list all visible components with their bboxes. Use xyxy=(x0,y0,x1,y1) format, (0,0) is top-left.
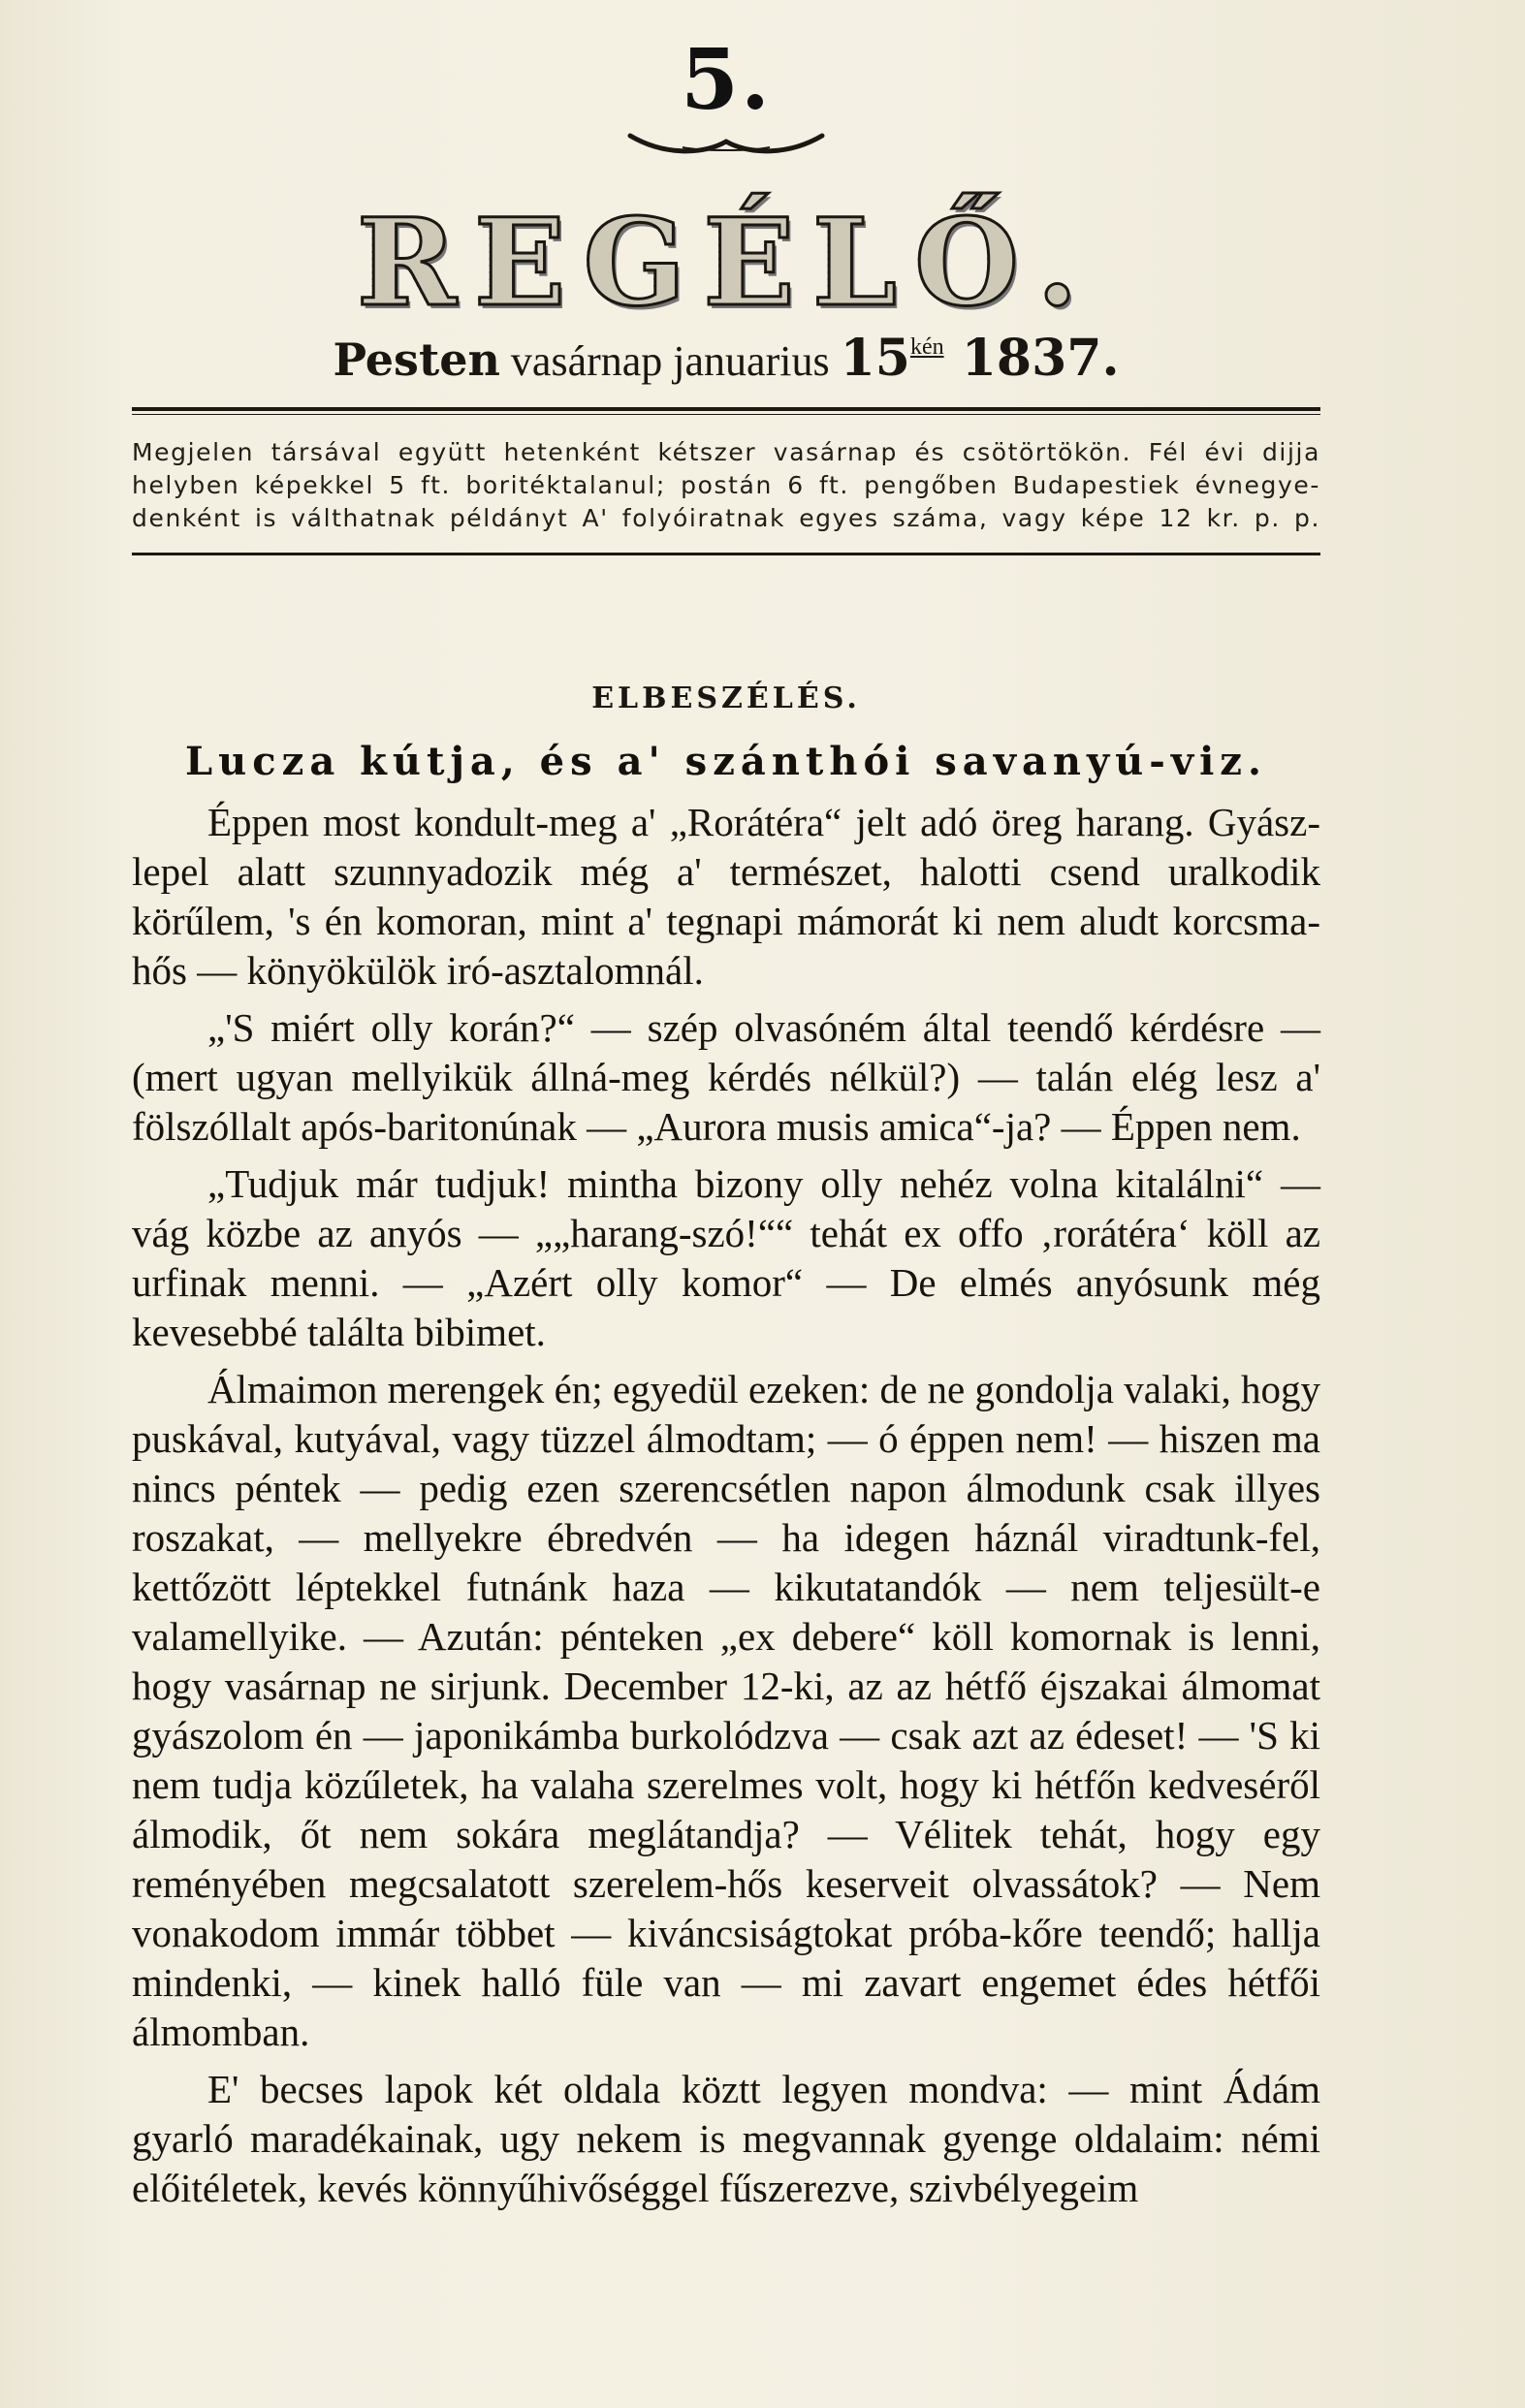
paragraph: „Tudjuk már tudjuk! mintha bizony olly nehéz volna kitalálni“ — vág közbe az anyós — „„harang-szó!““ tehát ex offo ‚rorátéra‘ köll az urfinak menni. — „Azért olly komor“ — De elmés anyósunk még kevesebbé találta bibimet. xyxy=(132,1161,1320,1354)
dateline-weekday-month: vasárnap januarius xyxy=(499,337,841,385)
dateline-day-suffix: kén xyxy=(909,334,944,360)
notice-line: Megjelen társával együtt hetenként kétszer vasárnap és csötörtökön. Fél évi dijja xyxy=(132,438,1320,466)
top-rule xyxy=(132,407,1320,411)
story-title: Lucza kútja, és a' szánthói savanyú-viz. xyxy=(185,739,1267,784)
dateline-city: Pesten xyxy=(333,333,500,386)
bottom-rule xyxy=(132,553,1320,555)
masthead-title: REGÉLŐ. xyxy=(356,193,1096,333)
dateline-day xyxy=(841,329,944,388)
paragraph: Álmaimon merengek én; egyedül ezeken: de ne gondolja valaki, hogy puskával, kutyával, vagy tüzzel álmodtam; — ó éppen nem! — hiszen ma nincs péntek — pedig ezen szerencsétlen napon álmodunk csak illyes roszakat, — mellyekre ébredvén — ha idegen háznál viradtunk-fel, kettőzött léptekkel futnánk haza — kikutatandók — nem teljesült-e valamellyike. — Azután: pénteken „ex debere“ köll komornak is lenni, hogy vasárnap ne sirjunk. December 12-ki, az az hétfő éjszakai álmomat gyászolom én — japonikámba burkolódzva — csak azt az édeset! — 'S ki nem tudja közűletek, ha valaha szerelmes volt, hogy ki hétfőn kedveséről álmodik, őt nem sokára meglátandja? — Vélitek tehát, hogy egy reményében megcsalatott szerelem-hős keserveit olvassátok? — Nem vonakodom immár többet — kiváncsiságtokat próba-kőre teendő; hallja mindenki, — kinek halló füle van — mi zavart engemet édes hétfői álmomban. xyxy=(132,1367,1320,2054)
dateline-year: 1837. xyxy=(943,329,1120,388)
subscription-notice xyxy=(132,436,1320,535)
notice-line: denként is válthatnak példányt A' folyóiratnak egyes száma, vagy képe 12 kr. p. p. xyxy=(132,504,1320,532)
page-content xyxy=(132,31,1320,2213)
article-body xyxy=(132,798,1320,2213)
section-heading: ELBESZÉLÉS. xyxy=(591,681,861,715)
top-rule-thin xyxy=(132,414,1320,415)
paragraph: „'S miért olly korán?“ — szép olvasóném által teendő kérdésre — (mert ugyan mellyikük állná-meg kérdés nélkül?) — talán elég lesz a' fölszóllalt após-baritonúnak — „Aurora musis amica“-ja? — Éppen nem. xyxy=(132,1005,1320,1149)
issue-number: 5. xyxy=(681,31,772,129)
masthead xyxy=(132,165,1320,333)
dateline xyxy=(132,329,1320,388)
paragraph: Éppen most kondult-meg a' „Rorátéra“ jelt adó öreg harang. Gyász-lepel alatt szunnyadozik még a' természet, halotti csend uralkodik körűlem, 's én komoran, mint a' tegnapi mámorát ki nem aludt korcsma-hős — könyökülök iró-asztalomnál. xyxy=(132,800,1320,993)
notice-line: helyben képekkel 5 ft. boritéktalanul; postán 6 ft. pengőben Budapestiek évnegye- xyxy=(132,471,1320,499)
dateline-day-number: 15 xyxy=(840,329,910,388)
paragraph: E' becses lapok két oldala köztt legyen mondva: — mint Ádám gyarló maradékainak, ugy nekem is megvannak gyenge oldalaim: némi előitéletek, kevés könnyűhivőséggel fűszerezve, szivbélyegeim xyxy=(132,2067,1320,2210)
